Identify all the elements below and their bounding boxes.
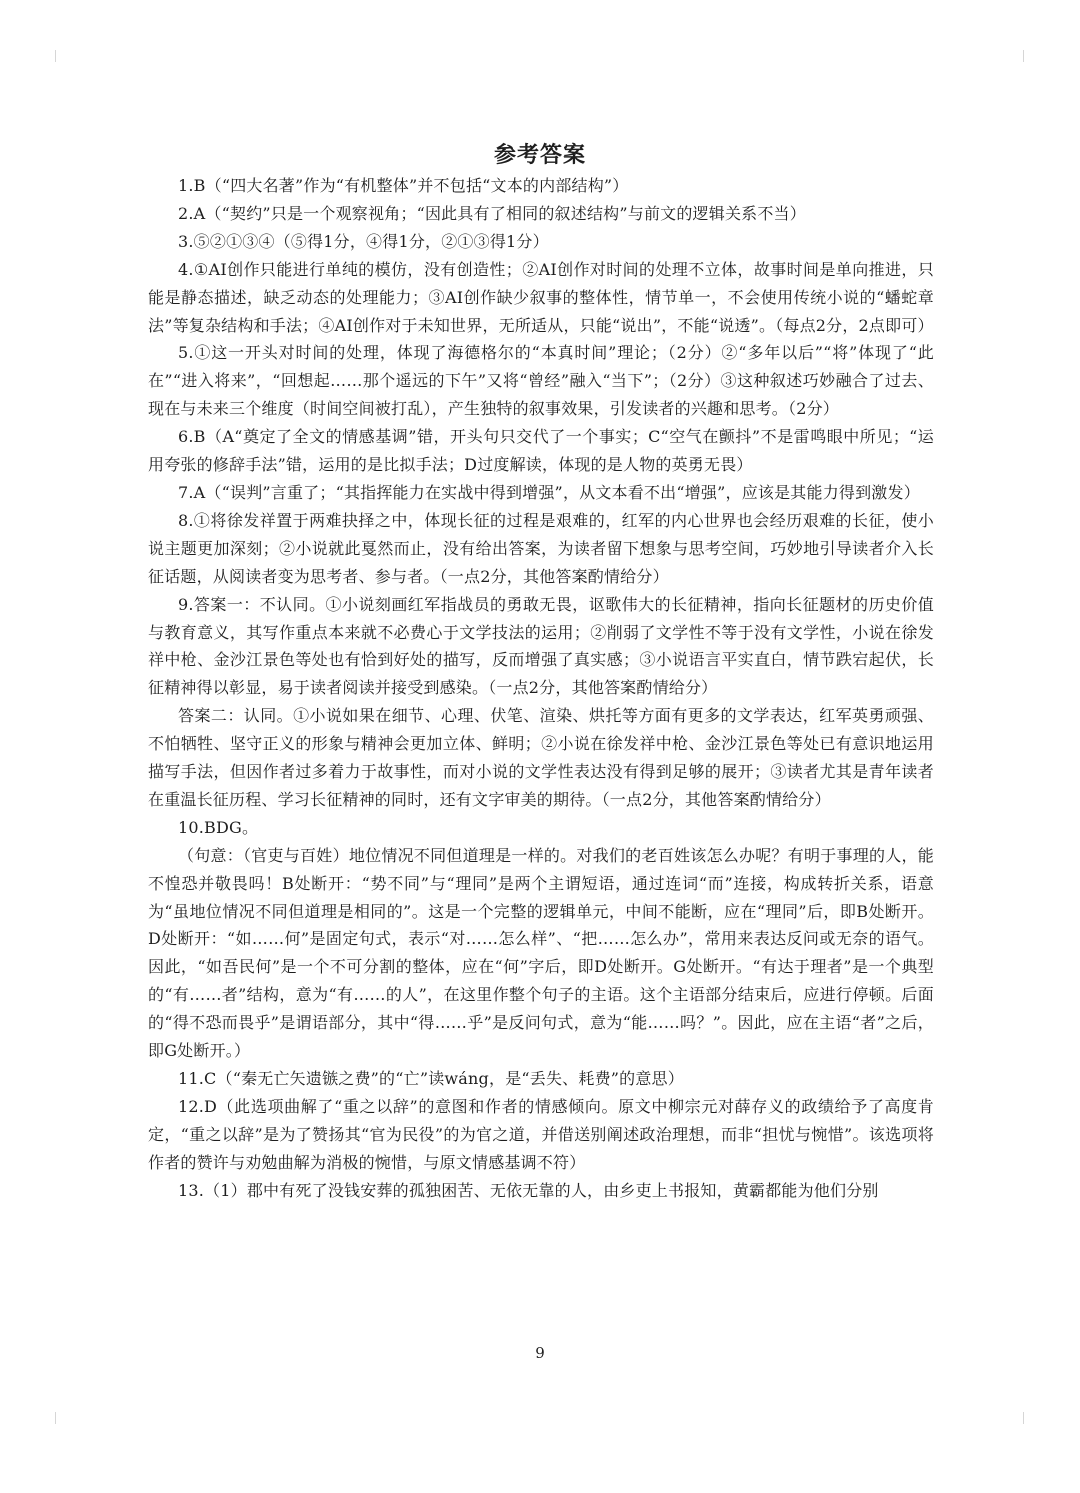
answer-paragraph: 5.①这一开头对时间的处理，体现了海德格尔的“本真时间”理论；（2分）②“多年以后”“将”体现了“此在”“进入将来”，“回想起……那个遥远的下午”又将“曾经”融入“当下”；（2分）③这种叙述巧妙融合了过去、现在与未来三个维度（时间空间被打乱），产生独特的叙事效果，引发读者的兴趣和思考。（2分） bbox=[148, 343, 934, 419]
scan-corner-mark bbox=[55, 1412, 56, 1424]
answer-paragraph: 9.答案一：不认同。①小说刻画红军指战员的勇敢无畏，讴歌伟大的长征精神，指向长征题材的历史价值与教育意义，其写作重点本来就不必费心于文学技法的运用；②削弱了文学性不等于没有文学性，小说在徐发祥中枪、金沙江景色等处也有恰到好处的描写，反而增强了真实感；③小说语言平实直白，情节跌宕起伏，长征精神得以彰显，易于读者阅读并接受到感染。（一点2分，其他答案酌情给分） bbox=[148, 594, 934, 698]
answer-paragraph: 2.A（“契约”只是一个观察视角；“因此具有了相同的叙述结构”与前文的逻辑关系不当） bbox=[178, 203, 806, 223]
scan-corner-mark bbox=[55, 50, 56, 62]
answer-paragraph: 13.（1）郡中有死了没钱安葬的孤独困苦、无依无靠的人，由乡吏上书报知，黄霸都能为他们分别 bbox=[178, 1180, 879, 1200]
answer-paragraph: 1.B（“四大名著”作为“有机整体”并不包括“文本的内部结构”） bbox=[178, 176, 629, 195]
answer-paragraph: 10.BDG。 bbox=[178, 817, 259, 837]
answer-paragraph: 8.①将徐发祥置于两难抉择之中，体现长征的过程是艰难的，红军的内心世界也会经历艰难的长征，使小说主题更加深刻；②小说就此戛然而止，没有给出答案，为读者留下想象与思考空间，巧妙地引导读者介入长征话题，从阅读者变为思考者、参与者。（一点2分，其他答案酌情给分） bbox=[148, 510, 934, 586]
page-number: 9 bbox=[535, 1344, 545, 1362]
answer-paragraph: 4.①AI创作只能进行单纯的模仿，没有创造性；②AI创作对时间的处理不立体，故事时间是单向推进，只能是静态描述，缺乏动态的处理能力；③AI创作缺少叙事的整体性，情节单一，不会使用传统小说的“蟠蛇章法”等复杂结构和手法；④AI创作对于未知世界，无所适从，只能“说出”，不能“说透”。（每点2分，2点即可） bbox=[148, 259, 934, 335]
scan-corner-mark bbox=[1023, 50, 1024, 62]
answer-paragraph: 6.B（A“奠定了全文的情感基调”错，开头句只交代了一个事实；C“空气在颤抖”不是雷鸣眼中所见；“运用夸张的修辞手法”错，运用的是比拟手法；D过度解读，体现的是人物的英勇无畏） bbox=[148, 427, 934, 475]
answer-paragraph: 3.⑤②①③④（⑤得1分，④得1分，②①③得1分） bbox=[178, 231, 549, 251]
answer-paragraph: 答案二：认同。①小说如果在细节、心理、伏笔、渲染、烘托等方面有更多的文学表达，红军英勇顽强、不怕牺牲、坚守正义的形象与精神会更加立体、鲜明；②小说在徐发祥中枪、金沙江景色等处已有意识地运用描写手法，但因作者过多着力于故事性，而对小说的文学性表达没有得到足够的展开；③读者尤其是青年读者在重温长征历程、学习长征精神的同时，还有文字审美的期待。（一点2分，其他答案酌情给分） bbox=[148, 706, 934, 809]
scan-corner-mark bbox=[1023, 1412, 1024, 1424]
answer-paragraph: 11.C（“秦无亡矢遗镞之费”的“亡”读wáng，是“丢失、耗费”的意思） bbox=[178, 1069, 684, 1088]
answer-paragraph: 7.A（“误判”言重了；“其指挥能力在实战中得到增强”，从文本看不出“增强”，应该是其能力得到激发） bbox=[178, 482, 920, 502]
answer-body bbox=[148, 172, 934, 1205]
page-title: 参考答案 bbox=[493, 143, 586, 168]
answer-paragraph: 12.D（此选项曲解了“重之以辞”的意图和作者的情感倾向。原文中柳宗元对薛存义的政绩给予了高度肯定，“重之以辞”是为了赞扬其“官为民役”的为官之道，并借送别阐述政治理想，而非“担忧与惋惜”。该选项将作者的赞许与劝勉曲解为消极的惋惜，与原文情感基调不符） bbox=[148, 1096, 934, 1172]
answer-paragraph: （句意：（官吏与百姓）地位情况不同但道理是一样的。对我们的老百姓该怎么办呢？有明于事理的人，能不惶恐并敬畏吗！B处断开：“势不同”与“理同”是两个主谓短语，通过连词“而”连接，构成转折关系，语意为“虽地位情况不同但道理是相同的”。这是一个完整的逻辑单元，中间不能断，应在“理同”后，即B处断开。D处断开：“如……何”是固定句式，表示“对……怎么样”、“把……怎么办”，常用来表达反问或无奈的语气。因此，“如吾民何”是一个不可分割的整体，应在“何”字后，即D处断开。G处断开。“有达于理者”是一个典型的“有……者”结构，意为“有……的人”，在这里作整个句子的主语。这个主语部分结束后，应进行停顿。后面的“得不恐而畏乎”是谓语部分，其中“得……乎”是反问句式，意为“能……吗？”。因此，应在主语“者”之后，即G处断开。） bbox=[148, 845, 934, 1061]
